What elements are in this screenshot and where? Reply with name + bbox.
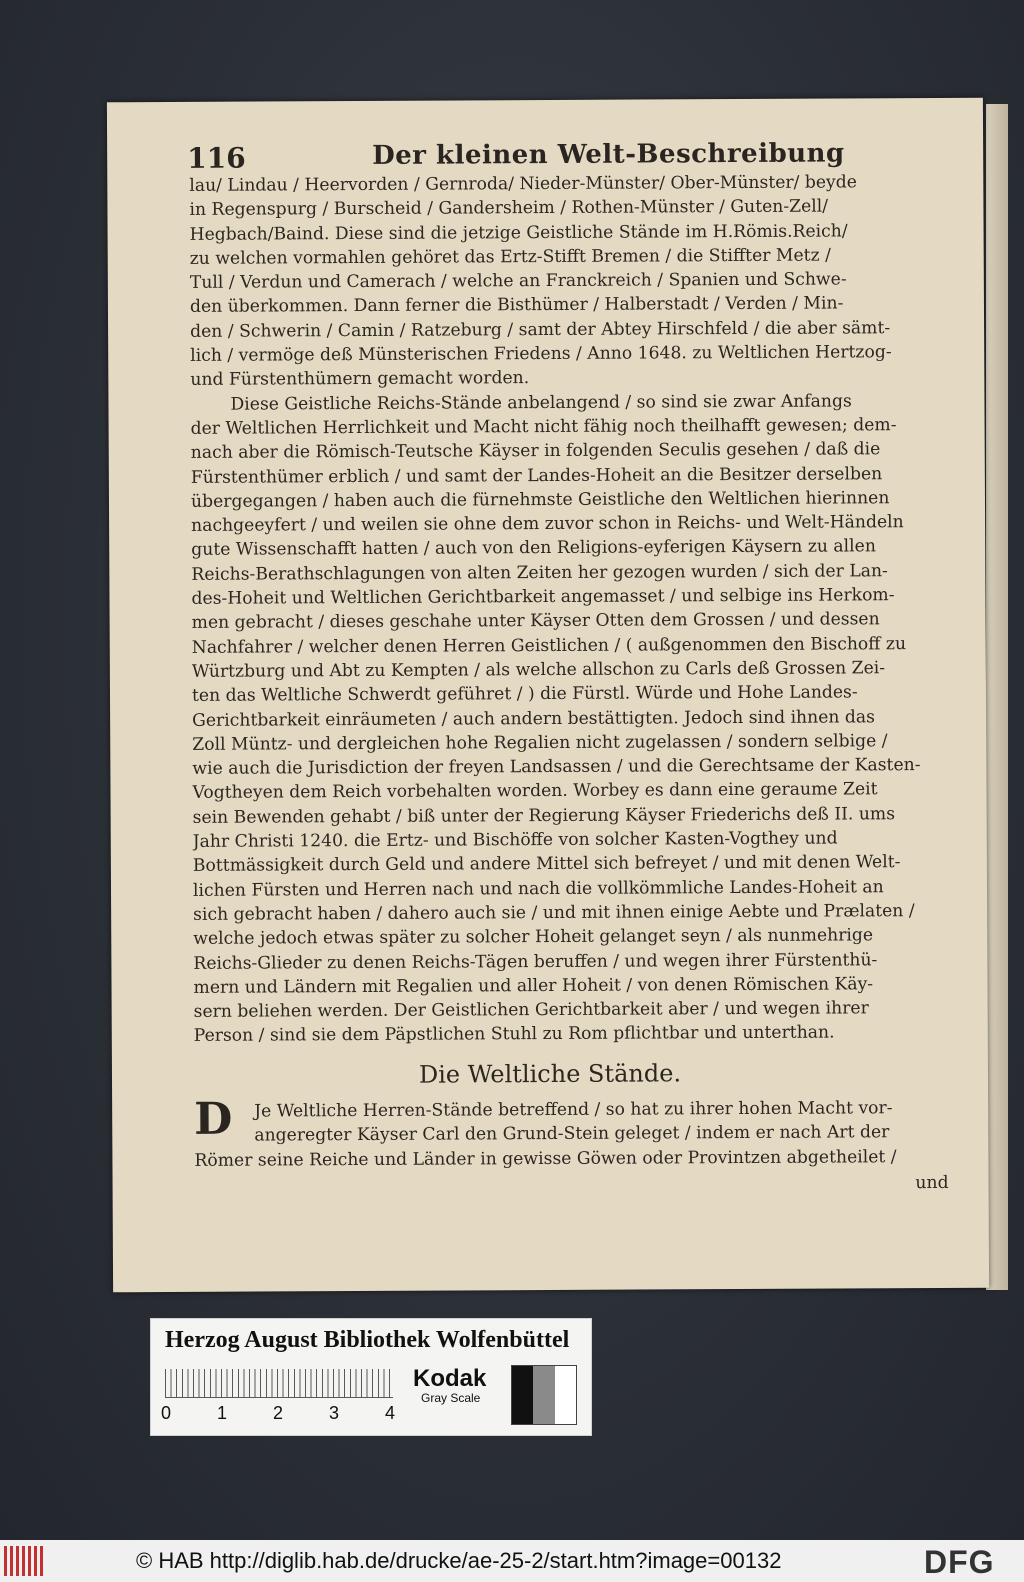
text-line: sich gebracht haben / dahero auch sie / und mit ihnen einige Aebte und Prælaten / [193, 900, 915, 925]
text-line: den / Schwerin / Camin / Ratzeburg / samt der Abtey Hirschfeld / die aber sämt- [190, 317, 891, 342]
gray-swatch [555, 1366, 576, 1424]
ruler-tick-label: 2 [273, 1403, 284, 1423]
text-line: wie auch die Jurisdiction der freyen Landsassen / und die Gerechtsame der Kasten- [192, 755, 921, 779]
ruler-tick-label: 4 [385, 1403, 396, 1423]
text-line: men gebracht / dieses geschahe unter Käyser Otten dem Grossen / und dessen [191, 609, 880, 634]
text-line: Reichs-Berathschlagungen von alten Zeiten her gezogen wurden / sich der Lan- [191, 560, 888, 585]
body-text [189, 170, 960, 1049]
book-page [107, 98, 989, 1293]
text-line: lau/ Lindau / Heervorden / Gernroda/ Nieder-Münster/ Ober-Münster/ beyde [189, 172, 857, 196]
section-text-line: angeregter Käyser Carl den Grund-Stein geleget / indem er nach Art der [254, 1122, 890, 1146]
next-page-edge [986, 104, 1008, 1290]
running-title: Der kleinen Welt-Beschreibung [372, 138, 845, 171]
text-line: nachgeeyfert / und weilen sie ohne dem zuvor schon in Reichs- und Welt-Händeln [191, 512, 904, 537]
text-line: sein Bewenden gehabt / biß unter der Regierung Käyser Friederichs deß II. ums [192, 803, 896, 828]
text-line: Würtzburg und Abt zu Kempten / als welche allschon zu Carls deß Grossen Zei- [191, 658, 886, 682]
page-number: 116 [187, 141, 246, 175]
gray-swatch [533, 1366, 554, 1424]
section-text-line: Je Weltliche Herren-Stände betreffend / so hat zu ihrer hohen Macht vor- [254, 1098, 893, 1122]
kodak-logo: Kodak [413, 1365, 487, 1392]
text-line: Person / sind sie dem Päpstlichen Stuhl zu Rom pflichtbar und unterthan. [193, 1022, 835, 1047]
text-line: lich / vermöge deß Münsterischen Friedens / Anno 1648. zu Weltlichen Hertzog- [190, 342, 892, 366]
section-text-line: Römer seine Reiche und Länder in gewisse Göwen oder Provintzen abgetheilet / [194, 1146, 897, 1171]
text-line: in Regenspurg / Burscheid / Gandersheim / Rothen-Münster / Guten-Zell/ [189, 196, 829, 221]
text-line: ten das Weltliche Schwerdt geführet / ) die Fürstl. Würde und Hohe Landes- [191, 682, 858, 707]
text-line: und Fürstenthümern gemacht worden. [190, 368, 530, 391]
text-line: sern beliehen werden. Der Geistlichen Gerichtbarkeit aber / und wegen ihrer [193, 998, 869, 1022]
text-line: lichen Fürsten und Herren nach und nach die vollkömmliche Landes-Hoheit an [192, 876, 884, 901]
gray-swatch [512, 1366, 533, 1424]
catchword: und [915, 1172, 949, 1194]
citation-link[interactable]: © HAB http://diglib.hab.de/drucke/ae-25-2/start.htm?image=00132 [136, 1548, 782, 1573]
ruler-scale [165, 1369, 393, 1398]
text-line: Gerichtbarkeit einräumeten / auch andern bestättigten. Jedoch sind ihnen das [192, 706, 875, 731]
text-line: Tull / Verdun und Camerach / welche an Franckreich / Spanien und Schwe- [189, 269, 847, 294]
dfg-logo: DFG [924, 1544, 995, 1580]
text-line: Hegbach/Baind. Diese sind die jetzige Geistliche Stände im H.Römis.Reich/ [189, 221, 848, 245]
text-line: Fürstenthümer erblich / und samt der Landes-Hoheit an die Besitzer derselben [190, 463, 883, 488]
barcode-icon [4, 1546, 46, 1576]
text-line: übergegangen / haben auch die fürnehmste Geistliche den Weltlichen hierinnen [190, 488, 890, 512]
text-line: Zoll Müntz- und dergleichen hohe Regalien nicht zugelassen / sondern selbige / [192, 731, 888, 755]
text-line: Jahr Christi 1240. die Ertz- und Bischöffe von solcher Kasten-Vogthey und [192, 828, 838, 852]
text-line: welche jedoch etwas später zu solcher Hoheit gelanget seyn / als nunmehrige [193, 925, 874, 950]
text-line: gute Wissenschafft hatten / auch von den Religions-eyferigen Käysern zu allen [191, 536, 876, 561]
text-line: der Weltlichen Herrlichkeit und Macht nicht fähig noch theilhafft gewesen; dem- [190, 415, 897, 439]
text-line: zu welchen vormahlen gehöret das Ertz-Stifft Bremen / die Stiffter Metz / [189, 245, 831, 269]
text-line: nach aber die Römisch-Teutsche Käyser in folgenden Seculis gesehen / daß die [190, 439, 881, 464]
library-name: Herzog August Bibliothek Wolfenbüttel [165, 1327, 570, 1353]
gray-swatches [511, 1365, 577, 1425]
text-line: Bottmässigkeit durch Geld und andere Mittel sich befreyet / und mit denen Welt- [192, 852, 901, 877]
text-line: Reichs-Glieder zu denen Reichs-Tägen beruffen / und wegen ihrer Fürstenthü- [193, 949, 878, 974]
text-line: des-Hoheit und Weltlichen Gerichtbarkeit angemasset / und selbige ins Herkom- [191, 585, 895, 609]
drop-cap: D [194, 1093, 233, 1145]
ruler-tick-label: 0 [161, 1403, 172, 1423]
ruler-tick-label: 1 [217, 1403, 228, 1423]
ruler-tick-label: 3 [329, 1403, 340, 1423]
section-heading: Die Weltliche Stände. [418, 1059, 682, 1089]
text-line: Diese Geistliche Reichs-Stände anbelangend / so sind sie zwar Anfangs [230, 391, 852, 415]
text-line: mern und Ländern mit Regalien und aller Hoheit / von denen Römischen Käy- [193, 974, 874, 998]
library-color-target [150, 1318, 592, 1436]
text-line: Nachfahrer / welcher denen Herren Geistlichen / ( außgenommen den Bischoff zu [191, 633, 907, 658]
section-text [194, 1093, 960, 1173]
gray-scale-label: Gray Scale [421, 1391, 481, 1405]
footer-bar [0, 1540, 1024, 1582]
text-line: den überkommen. Dann ferner die Bisthümer / Halberstadt / Verden / Min- [189, 293, 844, 318]
text-line: Vogtheyen dem Reich vorbehalten worden. Worbey es dann eine geraume Zeit [192, 779, 878, 804]
